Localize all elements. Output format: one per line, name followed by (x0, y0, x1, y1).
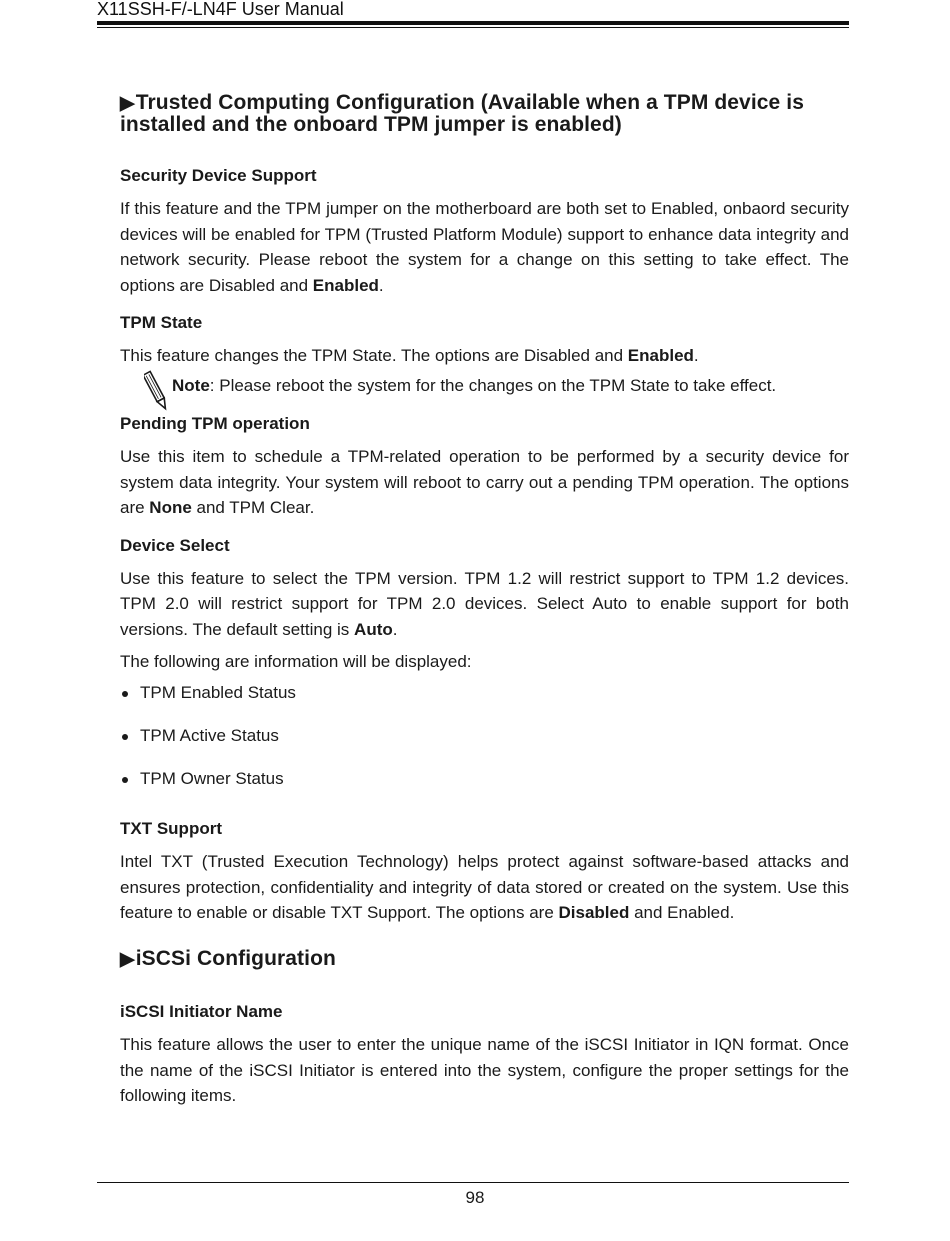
section-title-text: iSCSi Configuration (135, 946, 336, 970)
info-intro-text: The following are information will be displayed: (120, 651, 472, 671)
footer-rule (97, 1182, 849, 1183)
note-text: Note: Please reboot the system for the changes on the TPM State to take effect. (172, 375, 777, 395)
device-select-text: Use this feature to select the TPM version. TPM 1.2 will restrict support to TPM 1.2 devices. TPM 2.0 will restrict support for TPM 2.0 devices. Select Auto to enable support for both versions. The default setting is Auto. (120, 568, 849, 639)
header-rule-thin (97, 27, 849, 28)
page-content (120, 92, 849, 1109)
running-header: X11SSH-F/-LN4F User Manual (97, 0, 344, 19)
default-option: Disabled (558, 903, 630, 923)
item-title-pending-tpm: Pending TPM operation (120, 413, 310, 433)
item-title-device-select: Device Select (120, 535, 230, 555)
default-option: None (149, 498, 192, 518)
section-title-text: Trusted Computing Configuration (Available when a TPM device is installed and the onboard TPM jumper is enabled) (120, 91, 804, 136)
note-label: Note (172, 375, 210, 395)
item-title-iscsi-initiator-name: iSCSI Initiator Name (120, 1001, 283, 1021)
item-title-security-device-support: Security Device Support (120, 166, 317, 185)
header-rule (97, 21, 849, 25)
info-list (120, 682, 849, 811)
list-item: TPM Owner Status (120, 768, 849, 811)
page-number: 98 (465, 1188, 485, 1207)
security-device-support-text: If this feature and the TPM jumper on the motherboard are both set to Enabled, onbaord security devices will be enabled for TPM (Trusted Platform Module) support to enhance data integrity and network security. Please reboot the system for a change on this setting to take effect. The options are Disabled and Enabled. (120, 199, 849, 295)
section-title-iscsi (120, 948, 849, 970)
default-option: Auto (354, 619, 393, 639)
section-title-trusted-computing (120, 92, 849, 135)
item-title-tpm-state: TPM State (120, 313, 203, 333)
triangle-arrow-icon: ▶ (120, 93, 135, 114)
item-title-txt-support: TXT Support (120, 819, 222, 839)
list-item: TPM Enabled Status (120, 682, 849, 725)
default-option: Enabled (627, 346, 694, 366)
pending-tpm-text: Use this item to schedule a TPM-related operation to be performed by a security device for system data integrity. Your system will reboot to carry out a pending TPM operation. The options are None and TPM Clear. (120, 446, 849, 518)
tpm-state-text: This feature changes the TPM State. The options are Disabled and Enabled. (120, 346, 699, 366)
txt-support-text: Intel TXT (Trusted Execution Technology) helps protect against software-based attacks and ensures protection, confidentiality and integrity of data stored or created on the system. Use this feature to enable or disable TXT Support. The options are Disabled and Enabled. (120, 852, 849, 923)
pencil-icon (144, 369, 168, 413)
triangle-arrow-icon: ▶ (120, 948, 135, 970)
iscsi-initiator-name-text: This feature allows the user to enter the unique name of the iSCSI Initiator in IQN format. Once the name of the iSCSI Initiator is entered into the system, configure the proper settings for the following items. (120, 1034, 849, 1106)
note-box (120, 369, 849, 413)
list-item: TPM Active Status (120, 725, 849, 768)
default-option: Enabled (312, 275, 379, 295)
